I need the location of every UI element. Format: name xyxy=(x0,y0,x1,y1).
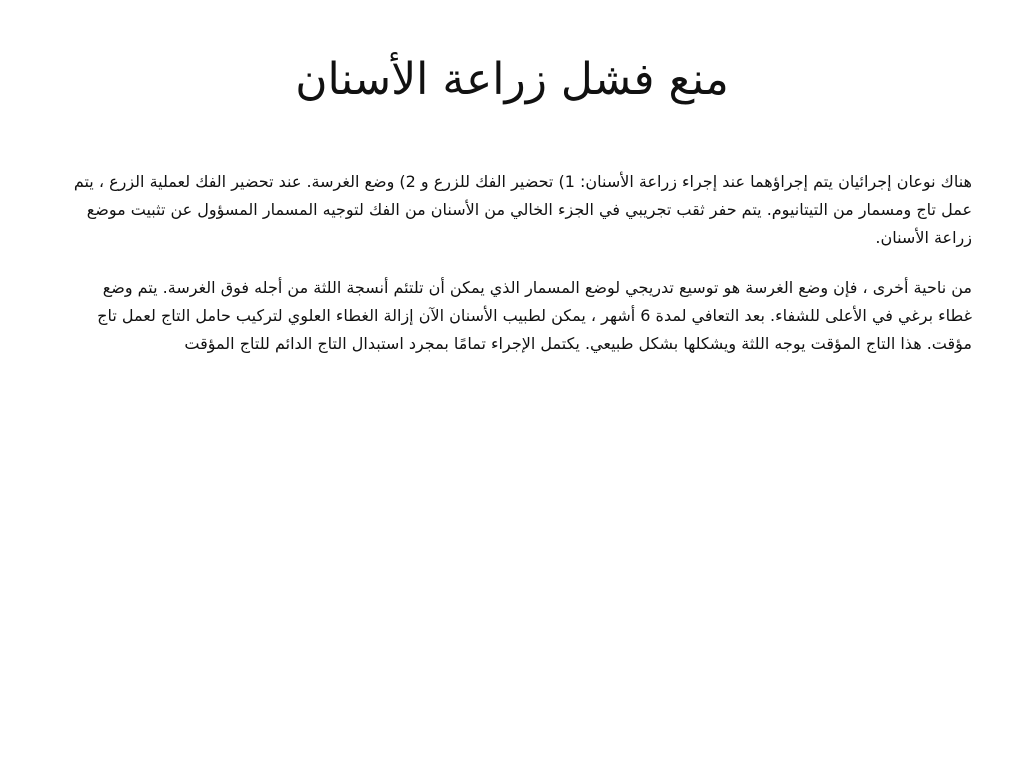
slide-body xyxy=(70,168,972,380)
slide-title: منع فشل زراعة الأسنان xyxy=(295,54,729,105)
paragraph-procedures: هناك نوعان إجرائيان يتم إجراؤهما عند إجراء زراعة الأسنان: 1) تحضير الفك للزرع و 2) وضع الغرسة. عند تحضير الفك لعملية الزرع ، يتم عمل تاج ومسمار من التيتانيوم. يتم حفر ثقب تجريبي في الجزء الخالي من الأسنان من الفك لتوجيه المسمار المسؤول عن تثبيت موضع زراعة الأسنان. xyxy=(73,172,972,247)
paragraph-implant-placement: من ناحية أخرى ، فإن وضع الغرسة هو توسيع تدريجي لوضع المسمار الذي يمكن أن تلتئم أنسجة اللثة من أجله فوق الغرسة. يتم وضع غطاء برغي في الأعلى للشفاء. بعد التعافي لمدة 6 أشهر ، يمكن لطبيب الأسنان الآن إزالة الغطاء العلوي لتركيب حامل التاج لعمل تاج مؤقت. هذا التاج المؤقت يوجه اللثة ويشكلها بشكل طبيعي. يكتمل الإجراء تمامًا بمجرد استبدال التاج الدائم للتاج المؤقت xyxy=(97,278,972,353)
